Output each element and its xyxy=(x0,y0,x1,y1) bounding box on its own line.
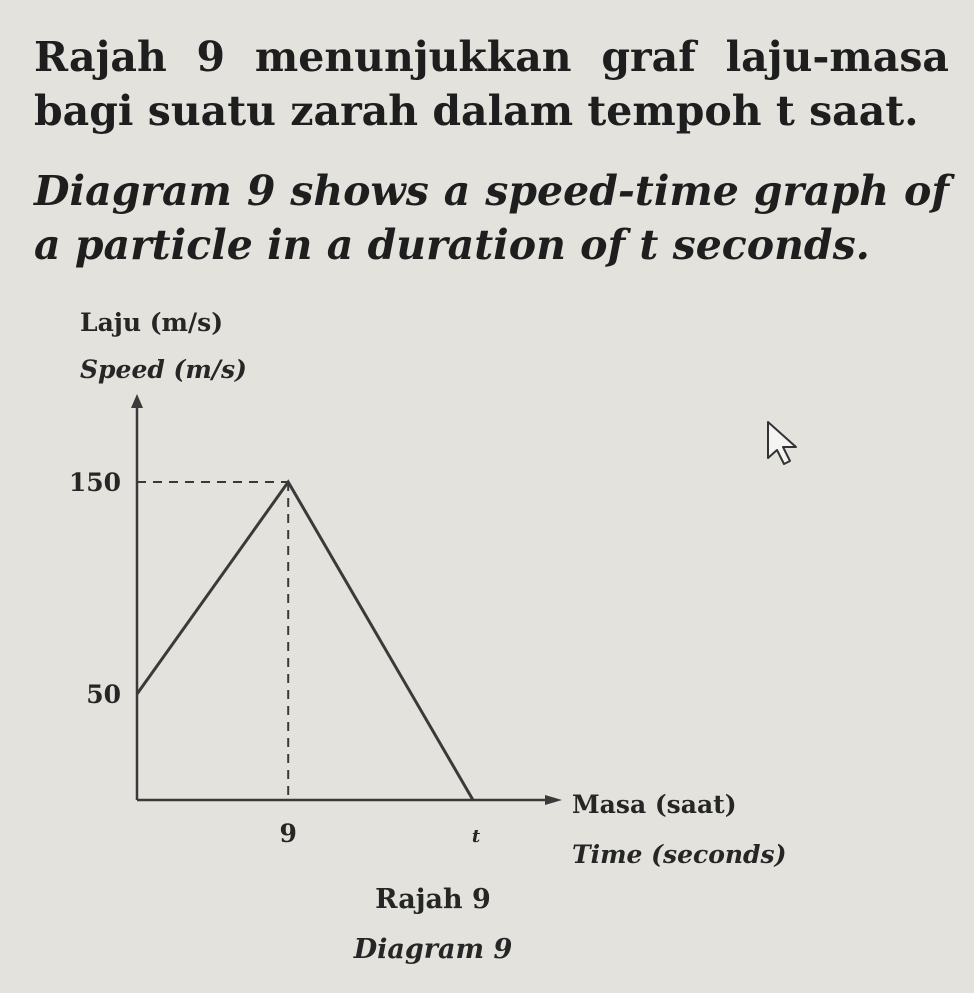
y-tick-label-150: 150 xyxy=(68,468,121,497)
caption-english: Diagram 9 xyxy=(353,934,513,965)
y-axis-arrow xyxy=(131,394,143,408)
problem-text-english: Diagram 9 shows a speed-time graph of a particle in a duration of t seconds. xyxy=(34,167,949,269)
caption-malay: Rajah 9 xyxy=(375,884,491,915)
y-tick-label-50: 50 xyxy=(86,680,121,709)
y-axis-label-english: Speed (m/s) xyxy=(80,355,247,384)
y-axis-label-malay: Laju (m/s) xyxy=(80,308,224,337)
mouse-pointer-icon xyxy=(766,420,806,468)
x-axis-label-english: Time (seconds) xyxy=(572,840,787,869)
x-tick-label-9: 9 xyxy=(279,819,297,848)
problem-text-malay: Rajah 9 menunjukkan graf laju-masa bagi suatu zarah dalam tempoh t saat. xyxy=(34,33,949,135)
x-axis-arrow xyxy=(545,795,562,805)
x-tick-label-t: t xyxy=(471,826,481,847)
x-axis-label-malay: Masa (saat) xyxy=(572,790,737,819)
speed-series-line xyxy=(137,482,473,800)
